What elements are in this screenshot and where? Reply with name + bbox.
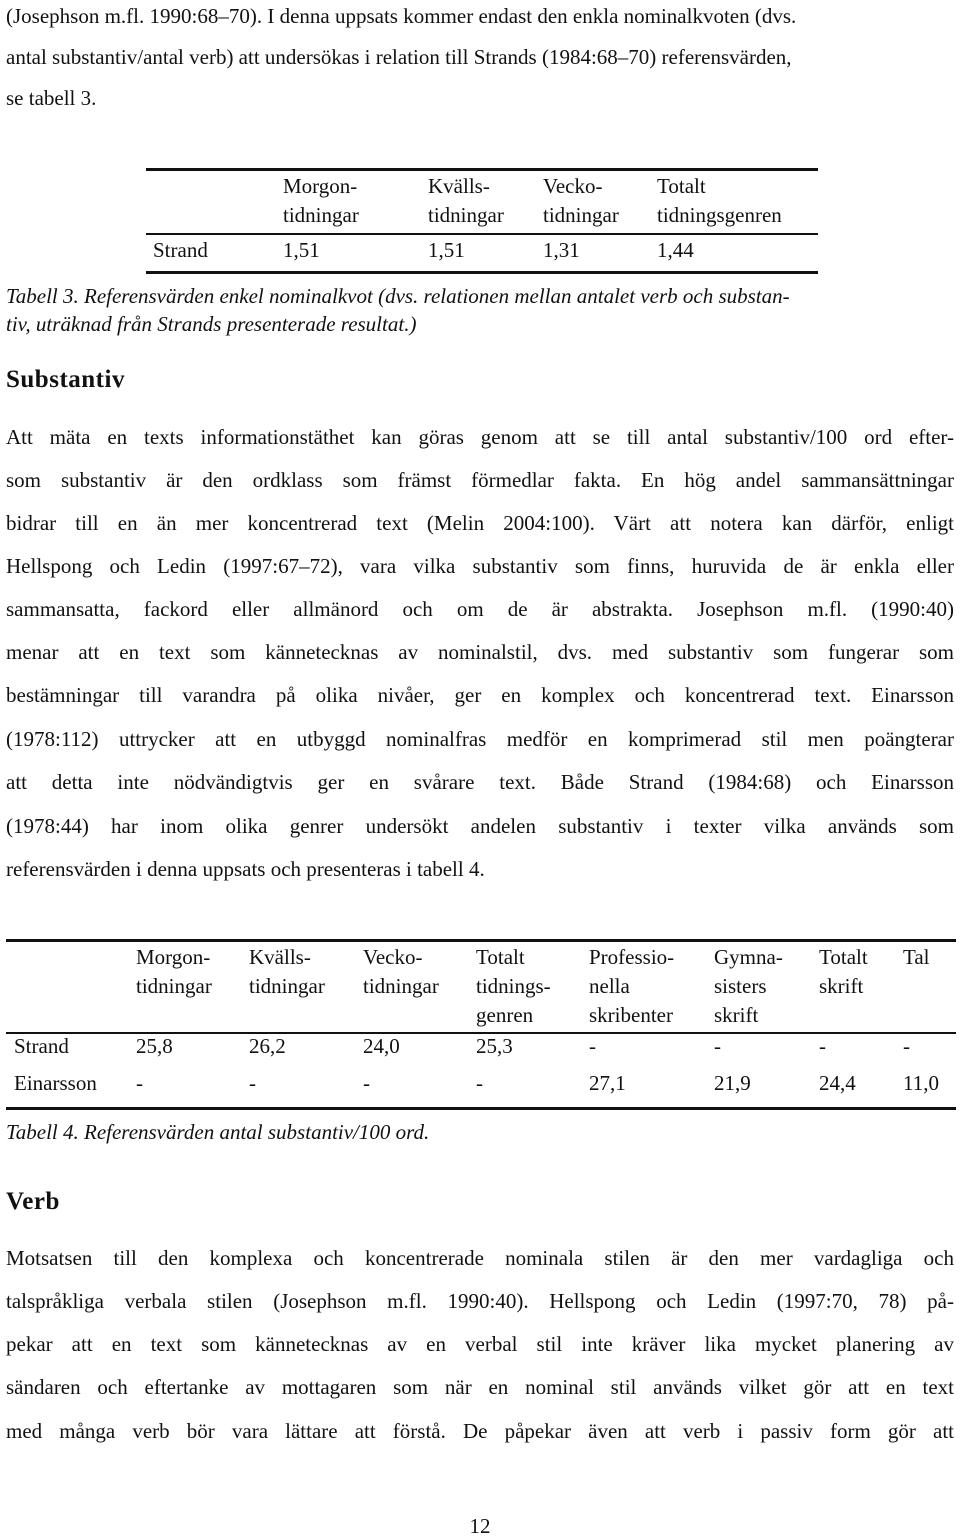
table-3-row-label: Strand bbox=[153, 238, 208, 262]
table-4-row-2-value-3: - bbox=[363, 1071, 370, 1095]
paragraph-line: som substantiv är den ordklass som främst förmedlar fakta. En hög andel sammansättningar bbox=[6, 468, 954, 492]
table-3-header-4-line-2: tidningsgenren bbox=[657, 203, 782, 227]
table-3-caption-line-2: tiv, uträknad från Strands presenterade resultat.) bbox=[6, 312, 417, 336]
page-number: 12 bbox=[469, 1514, 491, 1538]
table-4-row-1-value-7: - bbox=[819, 1034, 826, 1058]
table-4-header-2-line-1: Kvälls- bbox=[249, 945, 311, 969]
paragraph-line: att detta inte nödvändigtvis ger en svårare text. Både Strand (1984:68) och Einarsson bbox=[6, 770, 954, 794]
paragraph-line: talspråkliga verbala stilen (Josephson m.fl. 1990:40). Hellspong och Ledin (1997:70, 78) på- bbox=[6, 1289, 954, 1313]
paragraph-line: sändaren och eftertanke av mottagaren som när en nominal stil används vilket gör att en text bbox=[6, 1375, 954, 1399]
table-4-header-4-line-1: Totalt bbox=[476, 945, 525, 969]
table-3-header-1-line-2: tidningar bbox=[283, 203, 359, 227]
table-4-row-1-value-6: - bbox=[714, 1034, 721, 1058]
table-3-caption-line-1: Tabell 3. Referensvärden enkel nominalkvot (dvs. relationen mellan antalet verb och substan- bbox=[6, 284, 790, 308]
table-4-row-1-value-2: 26,2 bbox=[249, 1034, 286, 1058]
table-4-header-5-line-1: Professio- bbox=[589, 945, 675, 969]
table-4-header-4-line-2: tidnings- bbox=[476, 974, 551, 998]
table-4-row-1-label: Strand bbox=[14, 1034, 69, 1058]
table-4-header-6-line-1: Gymna- bbox=[714, 945, 783, 969]
paragraph-line: (1978:112) uttrycker att en utbyggd nominalfras medför en komprimerad stil men poängterar bbox=[6, 727, 954, 751]
intro-line-2: antal substantiv/antal verb) att undersökas i relation till Strands (1984:68–70) referensvärden, bbox=[6, 45, 792, 69]
paragraph-line: menar att en text som kännetecknas av nominalstil, dvs. med substantiv som fungerar som bbox=[6, 640, 954, 664]
table-4-row-2-value-2: - bbox=[249, 1071, 256, 1095]
table-4-header-2-line-2: tidningar bbox=[249, 974, 325, 998]
table-3-header-3-line-1: Vecko- bbox=[543, 174, 603, 198]
table-3-value-2: 1,51 bbox=[428, 238, 465, 262]
table-3-header-2-line-1: Kvälls- bbox=[428, 174, 490, 198]
table-4-header-6-line-2: sisters bbox=[714, 974, 767, 998]
table-4-bottom-rule bbox=[6, 1107, 956, 1110]
paragraph-line: pekar att en text som kännetecknas av en verbal stil inte kräver lika mycket planering av bbox=[6, 1332, 954, 1356]
table-4-header-1-line-1: Morgon- bbox=[136, 945, 211, 969]
paragraph-line: bidrar till en än mer koncentrerad text (Melin 2004:100). Värt att notera kan därför, enligt bbox=[6, 511, 954, 535]
table-3-value-1: 1,51 bbox=[283, 238, 320, 262]
paragraph-line: (1978:44) har inom olika genrer undersökt andelen substantiv i texter vilka används som bbox=[6, 814, 954, 838]
table-4-top-rule bbox=[6, 939, 956, 942]
intro-line-3: se tabell 3. bbox=[6, 86, 97, 110]
table-3-value-4: 1,44 bbox=[657, 238, 694, 262]
table-4-caption: Tabell 4. Referensvärden antal substantiv/100 ord. bbox=[6, 1120, 430, 1144]
section-heading-substantiv: Substantiv bbox=[6, 366, 125, 393]
table-4-row-2-value-8: 11,0 bbox=[903, 1071, 939, 1095]
table-4-header-6-line-3: skrift bbox=[714, 1003, 759, 1027]
table-3-header-4-line-1: Totalt bbox=[657, 174, 706, 198]
table-4-row-2-value-5: 27,1 bbox=[589, 1071, 626, 1095]
paragraph-line: bestämningar till varandra på olika nivåer, ger en komplex och koncentrerad text. Einarsson bbox=[6, 683, 954, 707]
table-4-row-1-value-4: 25,3 bbox=[476, 1034, 513, 1058]
table-3-header-1-line-1: Morgon- bbox=[283, 174, 358, 198]
table-4-header-7-line-2: skrift bbox=[819, 974, 864, 998]
paragraph-last-line: referensvärden i denna uppsats och presenteras i tabell 4. bbox=[6, 857, 485, 881]
table-3-top-rule bbox=[146, 168, 818, 171]
table-4-header-3-line-2: tidningar bbox=[363, 974, 439, 998]
table-3-header-3-line-2: tidningar bbox=[543, 203, 619, 227]
table-4-row-2-value-7: 24,4 bbox=[819, 1071, 856, 1095]
table-4-row-1-value-8: - bbox=[903, 1034, 910, 1058]
table-4-row-2-value-1: - bbox=[136, 1071, 143, 1095]
table-4-header-7-line-1: Totalt bbox=[819, 945, 868, 969]
table-3-header-rule bbox=[146, 233, 818, 235]
table-4-row-1-value-1: 25,8 bbox=[136, 1034, 173, 1058]
paragraph-line: Motsatsen till den komplexa och koncentrerade nominala stilen är den mer vardagliga och bbox=[6, 1246, 954, 1270]
table-4-header-3-line-1: Vecko- bbox=[363, 945, 423, 969]
paragraph-line: med många verb bör vara lättare att förstå. De påpekar även att verb i passiv form gör att bbox=[6, 1419, 954, 1443]
table-4-header-1-line-2: tidningar bbox=[136, 974, 212, 998]
table-4-row-2-value-4: - bbox=[476, 1071, 483, 1095]
paragraph-line: sammansatta, fackord eller allmänord och om de är abstrakta. Josephson m.fl. (1990:40) bbox=[6, 597, 954, 621]
table-4-row-2-value-6: 21,9 bbox=[714, 1071, 751, 1095]
table-4-header-5-line-2: nella bbox=[589, 974, 630, 998]
table-3-header-2-line-2: tidningar bbox=[428, 203, 504, 227]
intro-line-1: (Josephson m.fl. 1990:68–70). I denna uppsats kommer endast den enkla nominalkvoten (dvs. bbox=[6, 4, 797, 28]
table-4-header-4-line-3: genren bbox=[476, 1003, 534, 1027]
paragraph-line: Att mäta en texts informationstäthet kan göras genom att se till antal substantiv/100 ord efter- bbox=[6, 425, 954, 449]
table-4-header-5-line-3: skribenter bbox=[589, 1003, 673, 1027]
table-4-row-2-label: Einarsson bbox=[14, 1071, 97, 1095]
table-3-value-3: 1,31 bbox=[543, 238, 580, 262]
table-4-row-1-value-3: 24,0 bbox=[363, 1034, 400, 1058]
table-3-bottom-rule bbox=[146, 271, 818, 274]
section-heading-verb: Verb bbox=[6, 1188, 60, 1215]
paragraph-line: Hellspong och Ledin (1997:67–72), vara vilka substantiv som finns, huruvida de är enkla eller bbox=[6, 554, 954, 578]
table-4-row-1-value-5: - bbox=[589, 1034, 596, 1058]
table-4-header-8-line-1: Tal bbox=[903, 945, 930, 969]
